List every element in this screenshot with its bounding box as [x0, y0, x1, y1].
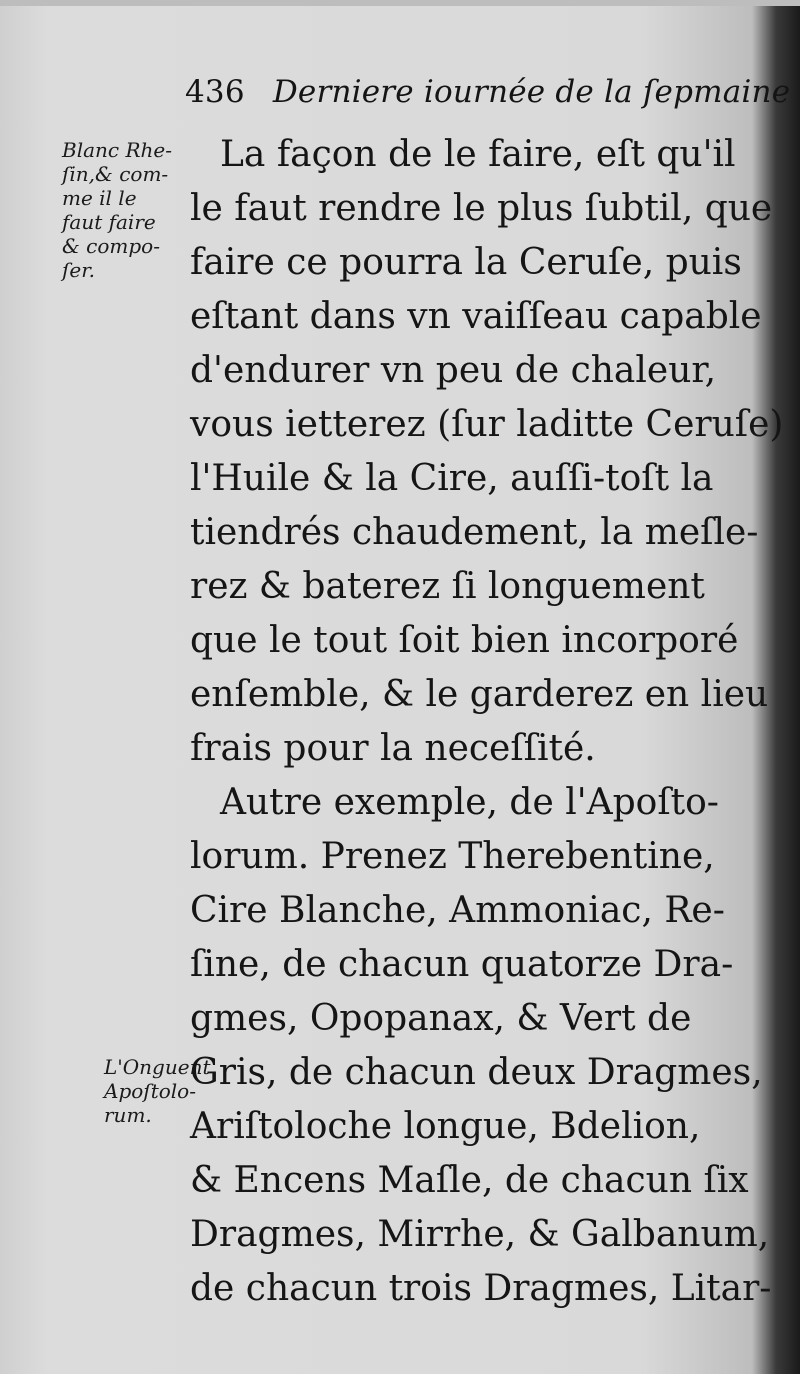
- margin-note-line: faut faire: [62, 210, 156, 234]
- text-line: ſine, de chacun quatorze Dra-: [190, 944, 734, 985]
- text-line: de chacun trois Dragmes, Litar-: [190, 1268, 772, 1309]
- text-line: tiendrés chaudement, la meſle-: [190, 512, 759, 553]
- margin-note-line: & compo-: [62, 234, 160, 258]
- text-line: que le tout ſoit bien incorporé: [190, 620, 739, 661]
- page-number: 436: [185, 74, 245, 110]
- text-line: La façon de le faire, eſt qu'il: [220, 134, 736, 175]
- text-line: enſemble, & le garderez en lieu: [190, 674, 769, 715]
- page-edge: [0, 0, 800, 6]
- text-line: le faut rendre le plus ſubtil, que: [190, 188, 773, 229]
- text-line: lorum. Prenez Therebentine,: [190, 836, 715, 877]
- text-line: Dragmes, Mirrhe, & Galbanum,: [190, 1214, 770, 1255]
- text-line: gmes, Opopanax, & Vert de: [190, 998, 692, 1039]
- margin-note-line: me il le: [62, 186, 137, 210]
- text-line: d'endurer vn peu de chaleur,: [190, 350, 717, 391]
- margin-note-line: Blanc Rhe-: [62, 138, 172, 162]
- text-line: vous ietterez (ſur laditte Ceruſe): [190, 404, 784, 445]
- text-line: Autre exemple, de l'Apoſto-: [220, 782, 719, 823]
- text-line: faire ce pourra la Ceruſe, puis: [190, 242, 742, 283]
- text-line: Ariſtoloche longue, Bdelion,: [190, 1106, 701, 1147]
- text-line: frais pour la neceſſité.: [190, 728, 596, 769]
- margin-note-line: rum.: [104, 1103, 152, 1127]
- margin-note-line: ſer.: [62, 258, 95, 282]
- margin-note-line: L'Onguent: [104, 1055, 211, 1079]
- margin-note-line: ſin,& com-: [62, 162, 169, 186]
- body-text: [190, 128, 784, 1316]
- text-line: Cire Blanche, Ammoniac, Re-: [190, 890, 725, 931]
- text-line: rez & baterez ſi longuement: [190, 566, 705, 607]
- text-line: l'Huile & la Cire, auſſi-toſt la: [190, 458, 714, 499]
- running-header: [185, 74, 791, 120]
- text-line: & Encens Maſle, de chacun ſix: [190, 1160, 749, 1201]
- margin-note-blanc-rhesin: [62, 138, 172, 282]
- margin-note-line: Apoſtolo-: [104, 1079, 196, 1103]
- text-line: eſtant dans vn vaiſſeau capable: [190, 296, 762, 337]
- running-title: Derniere iournée de la ſepmaine: [272, 74, 791, 110]
- text-line: Gris, de chacun deux Dragmes,: [190, 1052, 763, 1093]
